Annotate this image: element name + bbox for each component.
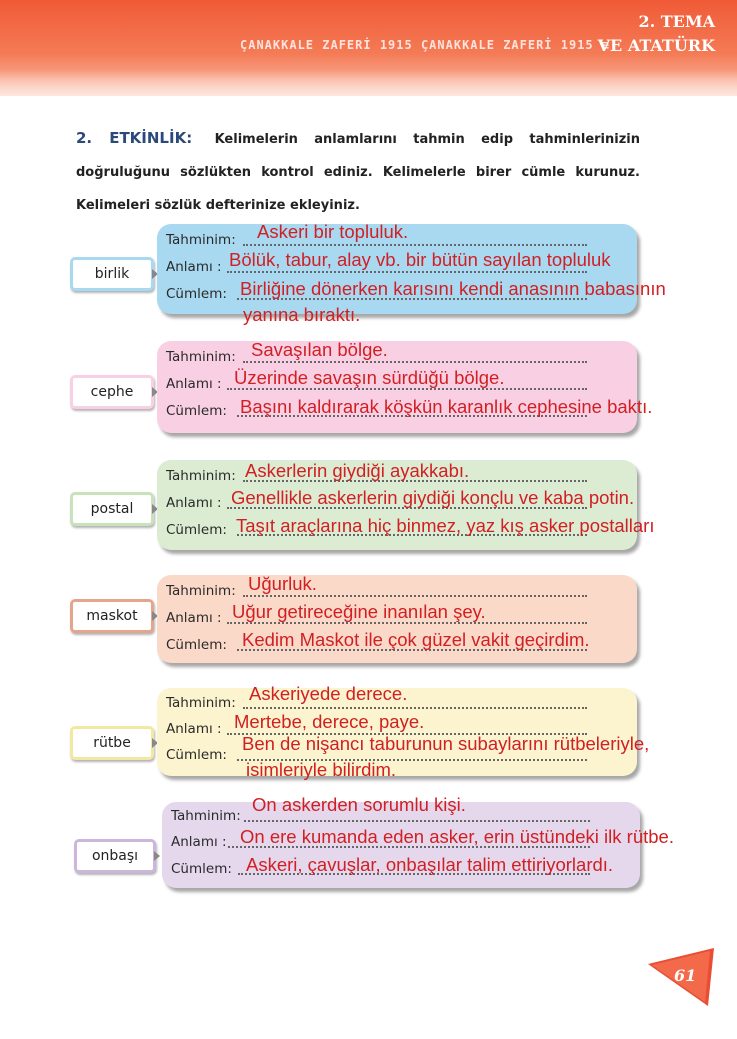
answer-sentence-continued: isimleriyle bilirdim. (246, 759, 397, 780)
guess-label: Tahminim: (166, 583, 236, 599)
word-tag-birlik (70, 257, 154, 291)
word-tag-rutbe (70, 726, 154, 760)
word-label: birlik (94, 266, 130, 282)
sentence-label: Cümlem: (166, 286, 227, 302)
answer-sentence: Başını kaldırarak köşkün karanlık cephesine baktı. (240, 396, 653, 417)
sentence-label: Cümlem: (171, 861, 232, 877)
answer-meaning: Mertebe, derece, paye. (234, 711, 425, 732)
sentence-label: Cümlem: (166, 522, 227, 538)
guess-label: Tahminim: (171, 808, 241, 824)
answer-guess: Askerlerin giydiği ayakkabı. (245, 460, 470, 481)
word-label: cephe (90, 384, 134, 400)
word-tag-onbasi (74, 839, 156, 873)
activity-instruction (76, 122, 640, 222)
sentence-label: Cümlem: (166, 747, 227, 763)
meaning-label: Anlamı : (166, 376, 222, 392)
answer-meaning: Bölük, tabur, alay vb. bir bütün sayılan topluluk (229, 249, 611, 270)
meaning-label: Anlamı : (166, 495, 222, 511)
sentence-label: Cümlem: (166, 403, 227, 419)
answer-sentence: Ben de nişancı taburunun subaylarını rütbeleriyle, (242, 733, 650, 754)
word-label: rütbe (93, 735, 131, 751)
answer-sentence: Taşıt araçlarına hiç binmez, yaz kış asker postalları (236, 515, 655, 536)
answer-guess: Askeriyede derece. (249, 683, 408, 704)
word-label: onbaşı (91, 848, 139, 864)
guess-label: Tahminim: (166, 232, 236, 248)
guess-label: Tahminim: (166, 468, 236, 484)
guess-label: Tahminim: (166, 349, 236, 365)
answer-guess: Savaşılan bölge. (251, 339, 388, 360)
meaning-label: Anlamı : (171, 834, 227, 850)
meaning-label: Anlamı : (166, 610, 222, 626)
answer-sentence-continued: yanına bıraktı. (243, 304, 361, 325)
guess-label: Tahminim: (166, 695, 236, 711)
sentence-label: Cümlem: (166, 637, 227, 653)
word-tag-cephe (70, 375, 154, 409)
header-decorative-strip: ÇANAKKALE ZAFERİ 1915 ÇANAKKALE ZAFERİ 1915 ≡ (240, 38, 611, 52)
page-number: 61 (674, 966, 697, 985)
activity-instruction-text: Kelimelerin anlamlarını tahmin edip tahminlerinizin doğruluğunu sözlükten kontrol ediniz. Kelimelerle birer cümle kurunuz. Kelimeleri sözlük defterinize ekleyiniz. (76, 132, 640, 213)
page-number-badge (648, 948, 714, 1006)
answer-meaning: Uğur getireceğine inanılan şey. (232, 601, 486, 622)
answer-sentence: Kedim Maskot ile çok güzel vakit geçirdim. (242, 629, 590, 650)
activity-label: 2. ETKİNLİK: (76, 129, 193, 147)
answer-meaning: On ere kumanda eden asker, erin üstündeki ilk rütbe. (240, 826, 674, 847)
answer-sentence: Birliğine dönerken karısını kendi anasının babasının (240, 278, 666, 299)
word-label: maskot (86, 608, 138, 624)
answer-guess: Uğurluk. (248, 573, 317, 594)
word-label: postal (90, 501, 134, 517)
page-header (0, 0, 737, 96)
word-tag-postal (70, 492, 154, 526)
word-tag-maskot (70, 599, 154, 633)
answer-sentence: Askeri, çavuşlar, onbaşılar talim ettiriyorlardı. (246, 854, 614, 875)
theme-title-line1: 2. TEMA (638, 12, 715, 31)
meaning-label: Anlamı : (166, 259, 222, 275)
answer-meaning: Genellikle askerlerin giydiği konçlu ve kaba potin. (231, 487, 635, 508)
answer-guess: On askerden sorumlu kişi. (252, 794, 466, 815)
meaning-label: Anlamı : (166, 721, 222, 737)
answer-meaning: Üzerinde savaşın sürdüğü bölge. (234, 367, 505, 388)
theme-title-line2: VE ATATÜRK (597, 36, 715, 55)
answer-guess: Askeri bir topluluk. (257, 221, 409, 242)
